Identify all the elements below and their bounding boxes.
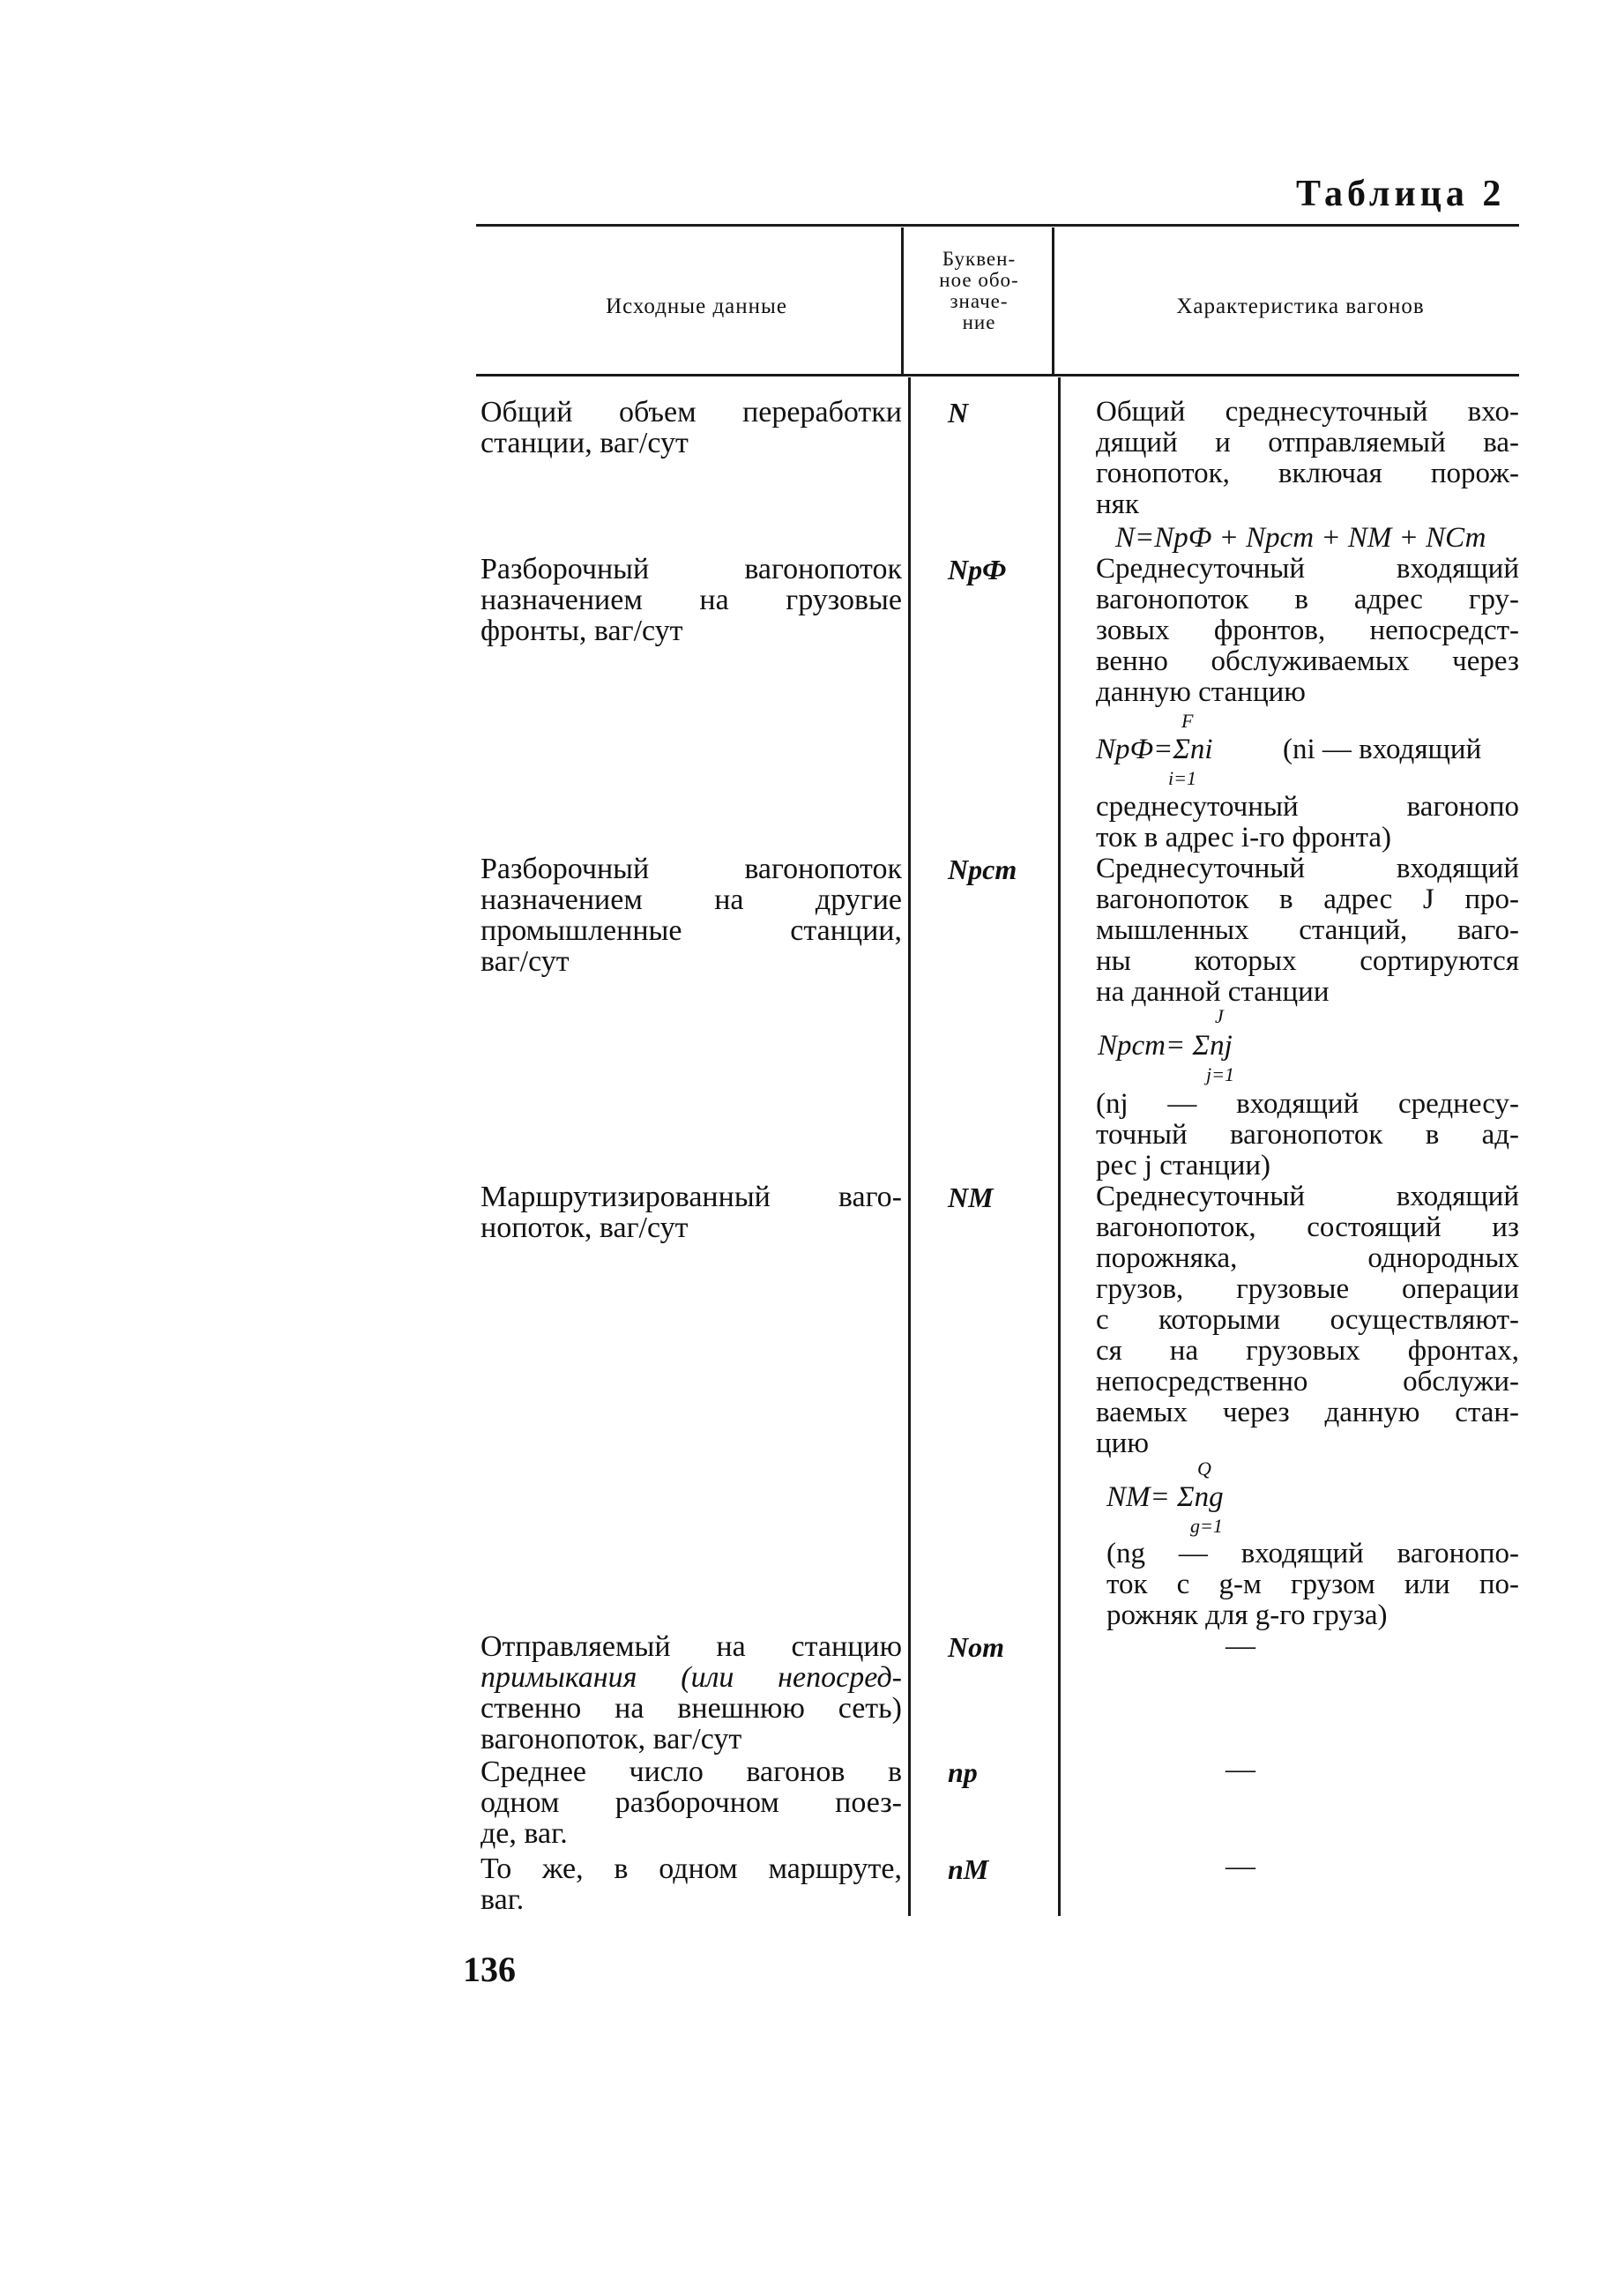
header-symbol (906, 249, 1052, 334)
text-line: данную станцию (1096, 676, 1306, 708)
text-line: Отправляемый на станцию (480, 1630, 902, 1663)
row-2-sum-upper-limit: F (1181, 710, 1194, 732)
row-7-characteristics: — (1225, 1850, 1255, 1882)
text-line: ны которых сортируются (1096, 945, 1519, 977)
text-line: ток в адрес i-го фронта) (1096, 822, 1392, 854)
row-1-symbol: N (948, 397, 969, 429)
row-2-symbol: NрФ (948, 554, 1007, 585)
text-line: Среднее число вагонов в (480, 1755, 902, 1788)
text-line: порожняка, однородных (1096, 1242, 1519, 1274)
column-divider-1-body (908, 377, 911, 1916)
text-line: няк (1096, 488, 1139, 520)
row-7-symbol: nМ (948, 1853, 989, 1885)
text-line: вагонопоток в адрес гру- (1096, 584, 1519, 615)
row-6-symbol: nр (948, 1756, 978, 1788)
text-line: Разборочный вагонопоток (480, 553, 902, 585)
table-header-rule (476, 374, 1519, 376)
text-line: с которыми осуществляют- (1096, 1304, 1519, 1336)
text-line: вагонопоток в адрес J про- (1096, 883, 1519, 915)
header-symbol-line: значе- (950, 290, 1009, 313)
text-line: ваг. (480, 1883, 525, 1916)
row-3-characteristics (1096, 854, 1519, 1008)
row-3-formula: Nрст= Σnj (1098, 1030, 1233, 1062)
text-line: (ng — входящий вагонопо- (1106, 1538, 1519, 1569)
text-line: нопоток, ваг/сут (480, 1211, 689, 1244)
text-line: мышленных станций, ваго- (1096, 914, 1519, 946)
text-line: на данной станции (1096, 976, 1330, 1008)
text-line: одном разборочном поез- (480, 1786, 902, 1819)
row-2-characteristics (1096, 554, 1519, 708)
row-4-characteristics (1096, 1181, 1519, 1459)
text-line: Среднесуточный входящий (1096, 553, 1519, 585)
text-line: Общий объем переработки (480, 396, 902, 429)
text-line: грузов, грузовые операции (1096, 1273, 1519, 1305)
text-line: ваг/сут (480, 945, 570, 978)
row-4-formula: NМ= Σng (1106, 1481, 1224, 1513)
text-line: дящий и отправляемый ва- (1096, 427, 1519, 458)
text-line: ток с g-м грузом или по- (1106, 1569, 1519, 1600)
text-line: назначением на другие (480, 883, 902, 916)
page-number: 136 (463, 1949, 516, 1989)
row-3-sum-upper-limit: J (1215, 1005, 1224, 1027)
text-line: точный вагонопоток в ад- (1096, 1119, 1519, 1151)
text-line: зовых фронтов, непосредст- (1096, 615, 1519, 646)
text-line: фронты, ваг/сут (480, 615, 683, 647)
text-line: назначением на грузовые (480, 584, 902, 616)
header-characteristics: Характеристика вагонов (1176, 294, 1425, 318)
column-divider-2 (1052, 227, 1054, 374)
row-1-formula: N=NрФ + Nрст + NМ + NСт (1115, 522, 1486, 554)
text-line: То же, в одном маршруте, (480, 1852, 902, 1885)
column-divider-1 (901, 227, 904, 374)
text-line: цию (1096, 1427, 1149, 1459)
text-line: Среднесуточный входящий (1096, 1181, 1519, 1212)
text-line: станции, ваг/сут (480, 427, 689, 459)
row-3-sum-lower-limit: j=1 (1206, 1063, 1234, 1085)
text-line: Среднесуточный входящий (1096, 853, 1519, 884)
text-line: ственно на внешнюю сеть) (480, 1692, 902, 1725)
header-symbol-line: ное обо- (939, 269, 1019, 292)
row-2-formula-note: (ni — входящий (1283, 734, 1482, 765)
row-5-source (480, 1631, 902, 1755)
text-line: рожняк для g-го груза) (1106, 1599, 1388, 1631)
text-line: примыкания (или непосред- (480, 1661, 902, 1694)
text-line: венно обслуживаемых через (1096, 645, 1519, 677)
header-symbol-line: Буквен- (942, 248, 1017, 270)
column-divider-2-body (1058, 377, 1061, 1916)
row-4-characteristics-continued (1106, 1539, 1519, 1631)
row-2-source (480, 554, 902, 646)
row-1-source (480, 397, 902, 458)
header-symbol-line: ние (962, 311, 996, 334)
row-2-characteristics-continued (1096, 792, 1519, 854)
text-line: ся на грузовых фронтах, (1096, 1335, 1519, 1367)
text-line: Общий среднесуточный вхо- (1096, 396, 1519, 428)
row-3-symbol: Nрст (948, 854, 1017, 885)
text-line: Маршрутизированный ваго- (480, 1181, 902, 1213)
text-line: вагонопоток, ваг/сут (480, 1723, 742, 1755)
row-2-sum-lower-limit: i=1 (1168, 767, 1196, 789)
row-3-characteristics-continued (1096, 1089, 1519, 1181)
table-title: Таблица 2 (1296, 174, 1506, 214)
row-4-sum-upper-limit: Q (1197, 1457, 1211, 1480)
text-line: ваемых через данную стан- (1096, 1397, 1519, 1428)
text-line: гонопоток, включая порож- (1096, 458, 1519, 489)
row-2-formula: NрФ=Σni (1096, 734, 1213, 765)
header-source-data: Исходные данные (606, 294, 787, 318)
row-4-symbol: NМ (948, 1181, 994, 1213)
row-1-characteristics (1096, 397, 1519, 520)
row-5-characteristics: — (1225, 1629, 1255, 1662)
row-5-symbol: Nот (948, 1631, 1004, 1663)
row-3-source (480, 854, 902, 977)
text-line: вагонопоток, состоящий из (1096, 1211, 1519, 1243)
text-line: Разборочный вагонопоток (480, 853, 902, 885)
text-line: де, ваг. (480, 1817, 568, 1850)
row-4-sum-lower-limit: g=1 (1190, 1515, 1223, 1537)
text-line: (nj — входящий среднесу- (1096, 1088, 1519, 1120)
text-line: среднесуточный вагонопо (1096, 791, 1519, 823)
table-top-rule (476, 224, 1519, 227)
row-7-source (480, 1853, 902, 1915)
text-line: непосредственно обслужи- (1096, 1366, 1519, 1398)
row-6-source (480, 1756, 902, 1849)
row-4-source (480, 1181, 902, 1243)
row-6-characteristics: — (1225, 1753, 1255, 1785)
text-line: рес j станции) (1096, 1150, 1271, 1181)
text-line: промышленные станции, (480, 914, 902, 947)
